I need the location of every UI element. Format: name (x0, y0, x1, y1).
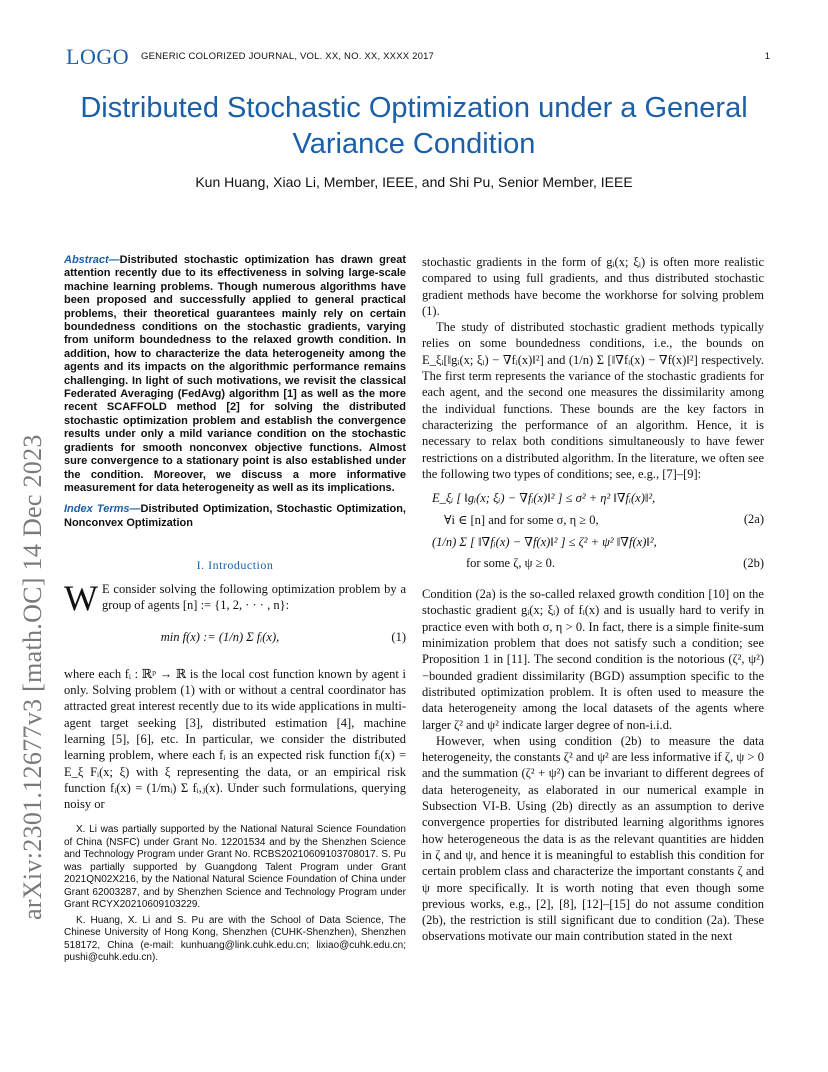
right-column (422, 254, 764, 945)
page-header (66, 44, 770, 70)
equation-2b-number: (2b) (743, 556, 764, 571)
equation-2b-line-2: for some ζ, ψ ≥ 0. (466, 556, 555, 571)
footnote (64, 824, 406, 965)
arxiv-watermark: arXiv:2301.12677v3 [math.OC] 14 Dec 2023 (18, 434, 47, 920)
right-paragraph-3: Condition (2a) is the so-called relaxed growth condition [10] on the stochastic gradient gᵢ(x; ξᵢ) of fᵢ(x) and is usually hard to verify in practice even with both σ, η > 0. In fact, there is a simple finite-sum minimization problem that does not satisfy such a condition; see Proposition 1 in [11]. The second condition is the notorious (ζ², ψ²)−bounded gradient dissimilarity (BGD) assumption specific to the distributed optimization problem. It is often used to measure the data heterogeneity among the local datasets of the agents where larger ζ² and ψ² indicate larger degree of non-i.i.d. (422, 587, 764, 732)
abstract-text: Distributed stochastic optimization has drawn great attention recently due to its effectiveness in solving large-scale machine learning problems. Though numerous algorithms have been proposed and successfully applied to general practical problems, their theoretical guarantees mainly rely on certain boundedness conditions on the stochastic gradients, varying from uniform boundedness to the relaxed growth condition. In addition, how to characterize the data heterogeneity among the agents and its impacts on the algorithmic performance remains challenging. In light of such motivations, we revisit the classical Federated Averaging (FedAvg) algorithm [1] as well as the more recent SCAFFOLD method [2] for solving the distributed stochastic optimization problem and establish the convergence results under only a mild variance condition on the stochastic gradients for smooth nonconvex objective functions. Almost sure convergence to a stationary point is also established under the condition. Moreover, we discuss a more informative measurement for data heterogeneity as well as its implications. (64, 254, 406, 494)
index-terms-lead: Index Terms— (64, 503, 141, 516)
intro-paragraph-2: where each fᵢ : ℝᵖ → ℝ is the local cost function known by agent i only. Solving problem (1) with or without a central coordinator has attracted great interest recently due to its wide applications in multi-agent target seeking [3], distributed estimation [4], machine learning [5], [6], etc. In particular, we consider the distributed learning problem, where each fᵢ is an expected risk function fᵢ(x) = E_ξ Fᵢ(x; ξ) with ξ representing the data, or an empirical risk function fᵢ(x) = (1/mᵢ) Σ fᵢ,ⱼ(x). Under such formulations, querying noisy or (64, 666, 406, 812)
intro-paragraph-1: W E consider solving the following optimization problem by a group of agents [n] := {1, 2, · · · , n}: (64, 578, 406, 619)
page-number: 1 (764, 51, 770, 62)
author-list: Kun Huang, Xiao Li, Member, IEEE, and Shi Pu, Senior Member, IEEE (195, 174, 633, 190)
abstract-lead: Abstract— (64, 254, 120, 266)
equation-2a-line-2: ∀i ∈ [n] and for some σ, η ≥ 0, (444, 513, 599, 528)
footnote-funding: X. Li was partially supported by the National Natural Science Foundation of China (NSFC) under Grant No. 12201534 and by the Shenzhen Science and Technology Program under Grant No. RCBS20210609103708017. S. Pu was partially supported by Guangdong Talent Program under Grant 2021QN02X216, by the National Natural Science Foundation of China under Grant 62003287, and by Shenzhen Science and Technology Program under Grant RCYX20210609103229. (64, 824, 406, 911)
paper-title: Distributed Stochastic Optimization under a General Variance Condition (80, 92, 748, 160)
equation-2a-line-1: E_ξᵢ [ ‖gᵢ(x; ξᵢ) − ∇fᵢ(x)‖² ] ≤ σ² + η² ‖∇fᵢ(x)‖², (432, 491, 656, 506)
equation-1-expression: min f(x) := (1/n) Σ fᵢ(x), (160, 629, 280, 644)
equation-1 (64, 620, 406, 660)
index-terms (64, 503, 406, 530)
index-terms-text: Distributed Optimization, Stochastic Optimization, Nonconvex Optimization (64, 503, 406, 529)
footnote-affiliation: K. Huang, X. Li and S. Pu are with the School of Data Science, The Chinese University of Hong Kong, Shenzhen (CUHK-Shenzhen), Shenzhen 518172, China (e-mail: kunhuang@link.cuhk.edu.cn; lixiao@cuhk.edu.cn; pushi@cuhk.edu.cn). (64, 914, 406, 964)
abstract (64, 254, 406, 495)
right-paragraph-2: The study of distributed stochastic gradient methods typically relies on some boundedness conditions, i.e., the bounds on E_ξᵢ[‖gᵢ(x; ξᵢ) − ∇fᵢ(x)‖²] and (1/n) Σ [‖∇fᵢ(x) − ∇f(x)‖²] respectively. The first term represents the variance of the stochastic gradients for each agent, and the second one measures the dissimilarity among the individual functions. These bounds are the key factors in characterizing the performance of an algorithm. Hence, it is necessary to relax both conditions simultaneously to have fewer restrictions on a distributed algorithm. In the literature, we often see the following two types of conditions; see, e.g., [7]–[9]: (422, 320, 764, 481)
right-paragraph-1: stochastic gradients in the form of gᵢ(x; ξᵢ) is often more realistic compared to using full gradients, and thus distributed stochastic gradient methods have become the workhorse for solving problem (1). (422, 255, 764, 318)
equation-2 (422, 490, 764, 578)
journal-name: GENERIC COLORIZED JOURNAL, VOL. XX, NO. XX, XXXX 2017 (141, 51, 435, 62)
equation-1-number: (1) (391, 629, 406, 644)
equation-2a-number: (2a) (743, 512, 764, 527)
left-column (64, 254, 406, 968)
right-paragraph-4: However, when using condition (2b) to measure the data heterogeneity, the constants ζ² and ψ² are less informative if ζ, ψ > 0 and the summation (ζ² + ψ²) can be invariant to different degrees of data heterogeneity, as elaborated in our numerical example in Subsection VI-B. Using (2b) directly as an assumption to derive convergence properties for distributed learning algorithms ignores how heterogeneous the data is as the relevant quantities are hidden in ζ and ψ, and hence it is meaningful to establish this condition for certain problem class and characterize the important constants ζ and ψ more specifically. It is worth noting that even though some previous works, e.g., [2], [8], [12]–[15] do not assume condition (2b), the restriction is still significant due to condition (2a). These observations motivate our main contribution stated in the next (422, 733, 764, 944)
drop-cap: W (64, 578, 98, 619)
section-heading-introduction: I. Introduction (196, 558, 274, 573)
equation-2b-line-1: (1/n) Σ [ ‖∇fᵢ(x) − ∇f(x)‖² ] ≤ ζ² + ψ² ‖∇f(x)‖², (432, 535, 657, 550)
journal-logo: LOGO (66, 44, 130, 69)
